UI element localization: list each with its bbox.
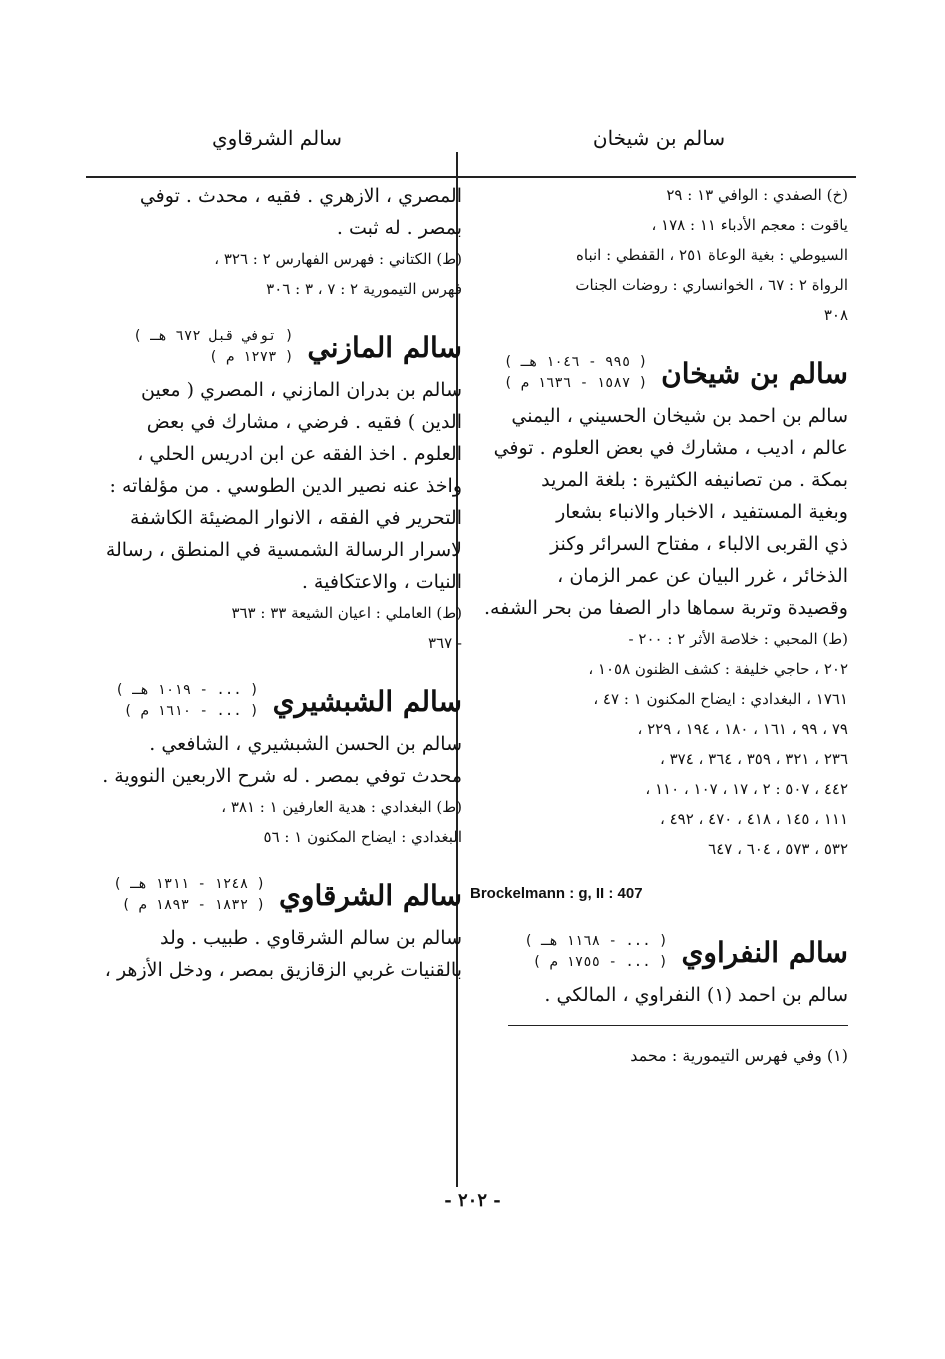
body-line: سالم بن احمد بن شيخان الحسيني ، اليمني: [511, 405, 848, 427]
dates-gregorian: ( ١٨٣٢ - ١٨٩٣ م ): [121, 897, 265, 913]
entry-references: [470, 624, 848, 909]
reference-line: (ط) العاملي : اعيان الشيعة ٣٣ : ٣٦٣: [231, 604, 462, 622]
dates-gregorian: ( ١٥٨٧ - ١٦٣٦ م ): [503, 375, 648, 391]
dates-gregorian: ( ١٢٧٣ م ): [209, 349, 294, 365]
footnote-rule: [508, 1025, 848, 1026]
reference-line: فهرس التيمورية ٢ : ٧ ، ٣ : ٣٠٦: [266, 280, 462, 298]
reference-line: ١١١ ، ١٤٥ ، ٤١٨ ، ٤٧٠ ، ٤٩٢ ،: [659, 810, 848, 828]
dates-hijri: ( ١٢٤٨ - ١٣١١ هـ ): [113, 876, 265, 892]
running-head-right: سالم بن شيخان: [592, 126, 726, 150]
reference-line: ٣٠٨: [823, 306, 848, 324]
body-line: وبغية المستفيد ، الاخبار والانباء بشعار: [556, 501, 848, 523]
entry-heading: [470, 352, 848, 394]
entry-body: [470, 979, 848, 1011]
reference-line: - ٣٦٧: [427, 634, 462, 652]
entry-dates: [113, 874, 265, 916]
entry-dates: [133, 326, 293, 368]
entry-name: سالم بن شيخان: [661, 356, 848, 390]
entry-heading: [92, 874, 462, 916]
body-line: المصري ، الازهري . فقيه ، محدث . توفي: [139, 185, 462, 207]
body-line: وقصيدة وتربة سماها دار الصفا من بحر الشفه.: [484, 597, 848, 619]
body-line: بالقنيات غربي الزقازيق بمصر ، ودخل الأزهر ،: [104, 959, 462, 981]
body-line: الدين ) فقيه . فرضي ، مشارك في بعض: [146, 411, 462, 433]
body-line: ذي القربى الالباء ، مفتاح السرائر وكنز: [550, 533, 848, 555]
entry-name: سالم المازني: [307, 330, 462, 364]
body-line: سالم بن سالم الشرقاوي . طبيب . ولد: [160, 927, 462, 949]
top-references: [470, 180, 848, 330]
reference-line: (خ) الصفدي : الوافي ١٣ : ٢٩: [666, 186, 848, 204]
dates-hijri: ( ٩٩٥ - ١٠٤٦ هـ ): [503, 354, 648, 370]
body-line: لاسرار الرسالة الشمسية في المنطق ، رسالة: [105, 539, 462, 561]
body-line: محدث توفي بمصر . له شرح الاربعين النووية .: [102, 765, 462, 787]
body-line: سالم بن احمد (١) النفراوي ، المالكي .: [544, 984, 848, 1006]
body-line: الذخائر ، غرر البيان عن عمر الزمان ،: [557, 565, 848, 587]
entry-dates: [115, 680, 258, 722]
dates-hijri: ( توفي قبل ٦٧٢ هـ ): [133, 328, 294, 344]
dates-gregorian: ( ... - ١٦١٠ م ): [123, 703, 259, 719]
reference-line: ٤٤٢ ، ٥٠٧ : ٢ ، ١٧ ، ١٠٧ ، ١١٠ ،: [645, 780, 848, 798]
right-column: [470, 118, 848, 1086]
entry-dates: [524, 931, 667, 973]
entry-name: سالم الشرقاوي: [279, 878, 462, 912]
body-line: سالم بن الحسن الشبشيري ، الشافعي .: [149, 733, 462, 755]
page-number: - ٢٠٢ -: [444, 1190, 501, 1211]
left-column: [92, 118, 462, 986]
body-line: واخذ عنه نصير الدين الطوسي . من مؤلفاته :: [109, 475, 462, 497]
body-line: النيات ، والاعتكافية .: [301, 571, 462, 593]
entry-body: [92, 728, 462, 852]
entry-heading: [92, 680, 462, 722]
body-line: بمصر . له ثبت .: [336, 217, 462, 239]
entry-body: [470, 400, 848, 624]
reference-line: السيوطي : بغية الوعاة ٢٥١ ، القفطي : انباه: [576, 246, 848, 264]
running-head-left: سالم الشرقاوي: [211, 126, 343, 150]
reference-line: (ط) البغدادي : هدية العارفين ١ : ٣٨١ ،: [221, 798, 462, 816]
reference-line: ٢٣٦ ، ٣٢١ ، ٣٥٩ ، ٣٦٤ ، ٣٧٤ ،: [659, 750, 848, 768]
footnote: (١) وفي فهرس التيمورية : محمد: [630, 1046, 848, 1065]
continued-entry: [92, 180, 462, 304]
entry-dates: [504, 352, 647, 394]
body-line: التحرير في الفقه ، الانوار المضيئة الكاشفة: [129, 507, 462, 529]
entry-name: سالم النفراوي: [681, 935, 848, 969]
reference-line: ٧٩ ، ٩٩ ، ١٦١ ، ١٨٠ ، ١٩٤ ، ٢٢٩ ،: [637, 720, 848, 738]
reference-line: ٥٣٢ ، ٥٧٣ ، ٦٠٤ ، ٦٤٧: [708, 840, 848, 858]
reference-line: (ط) المحبي : خلاصة الأثر ٢ : ٢٠٠ -: [628, 630, 848, 648]
dates-hijri: ( ... - ١١٦٨ هـ ): [524, 933, 668, 949]
body-line: بمكة . من تصانيفه الكثيرة : بلغة المريد: [541, 469, 848, 491]
reference-line: البغدادي : ايضاح المكنون ١ : ٥٦: [263, 828, 462, 846]
entry-name: سالم الشبشيري: [272, 684, 462, 718]
latin-reference: Brockelmann : g, II : 407: [470, 885, 643, 902]
entry-body: [92, 922, 462, 986]
reference-line: ١٧٦١ ، البغدادي : ايضاح المكنون ١ : ٤٧ ،: [593, 690, 848, 708]
reference-line: الرواة ٢ : ٦٧ ، الخوانساري : روضات الجنات: [575, 276, 848, 294]
dates-gregorian: ( ... - ١٧٥٥ م ): [532, 954, 668, 970]
dates-hijri: ( ... - ١٠١٩ هـ ): [115, 682, 259, 698]
entry-heading: [92, 326, 462, 368]
reference-line: ٢٠٢ ، حاجي خليفة : كشف الظنون ١٠٥٨ ،: [588, 660, 848, 678]
entry-body: [92, 374, 462, 658]
body-line: عالم ، اديب ، مشارك في بعض العلوم . توفي: [493, 437, 848, 459]
entry-heading: [470, 931, 848, 973]
reference-line: ياقوت : معجم الأدباء ١١ : ١٧٨ ،: [651, 216, 848, 234]
body-line: العلوم . اخذ الفقه عن ابن ادريس الحلي ،: [137, 443, 462, 465]
reference-line: (ط) الكتاني : فهرس الفهارس ٢ : ٣٢٦ ،: [214, 250, 462, 268]
body-line: سالم بن بدران المازني ، المصري ( معين: [141, 379, 462, 401]
